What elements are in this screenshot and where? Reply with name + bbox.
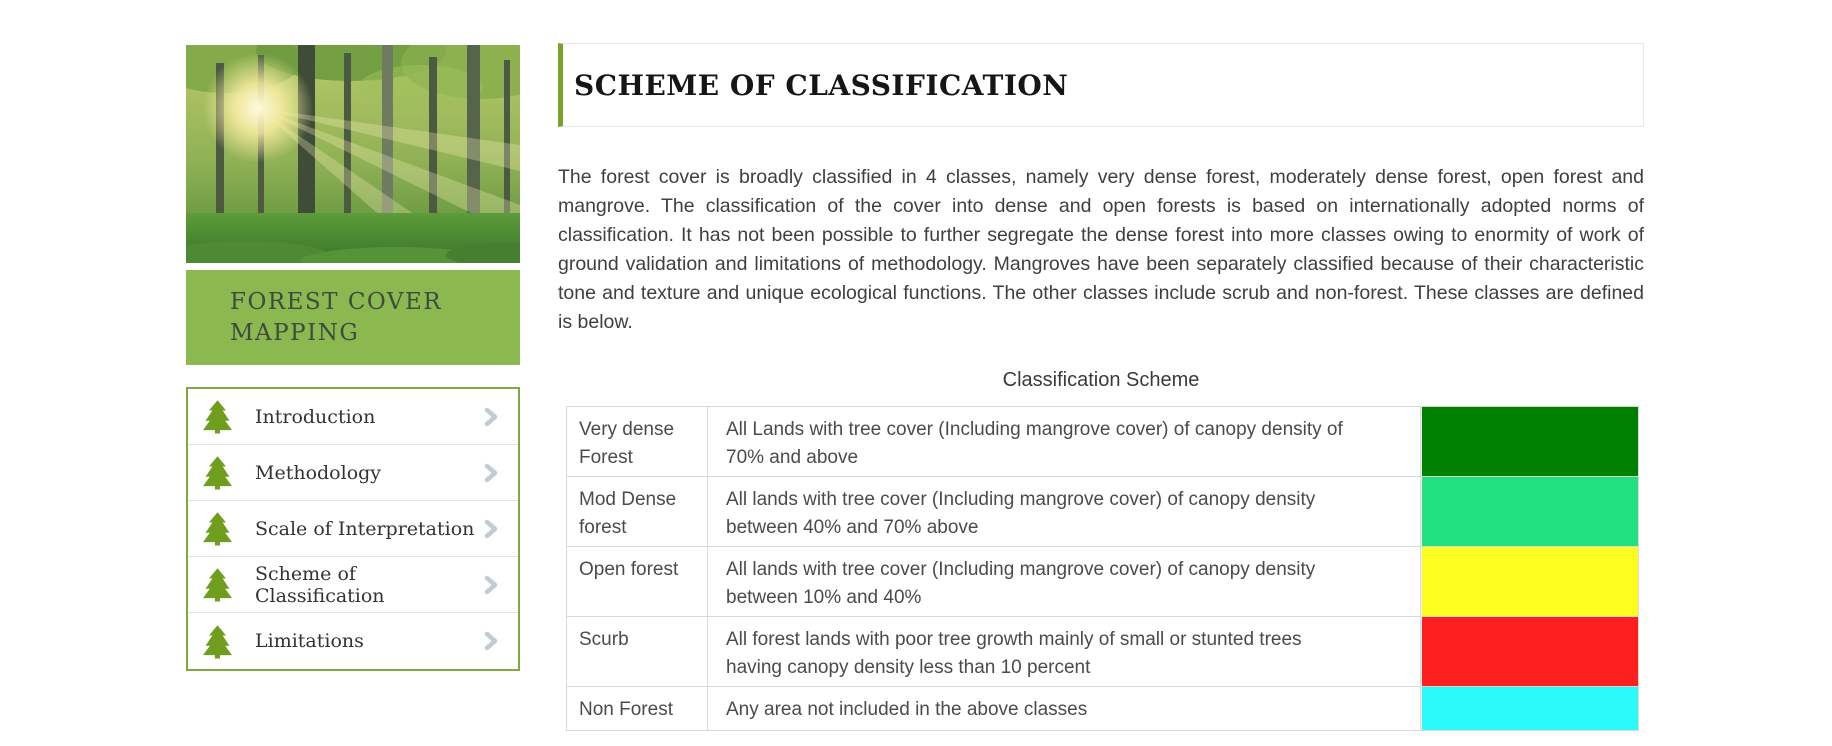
page-title: SCHEME OF CLASSIFICATION — [574, 68, 1069, 102]
forest-photo — [186, 45, 520, 263]
main-content — [558, 0, 1644, 731]
color-swatch-dark-green — [1421, 407, 1638, 476]
color-swatch-cyan — [1421, 687, 1638, 730]
page-heading-box — [558, 43, 1644, 127]
class-name-cell: Open forest — [567, 547, 708, 616]
sidebar-item-introduction[interactable] — [188, 389, 518, 445]
class-description-cell: All lands with tree cover (Including mangrove cover) of canopy density between 10% and 40% — [708, 547, 1421, 616]
class-description-cell: All lands with tree cover (Including mangrove cover) of canopy density between 40% and 70% above — [708, 477, 1421, 546]
tree-icon — [203, 624, 232, 659]
sidebar-item-scheme-of-classification[interactable] — [188, 557, 518, 613]
class-name-cell: Non Forest — [567, 687, 708, 730]
class-description-cell: All forest lands with poor tree growth mainly of small or stunted trees having canopy density less than 10 percent — [708, 617, 1421, 686]
sidebar-title-box — [186, 270, 520, 365]
color-swatch-yellow — [1421, 547, 1638, 616]
class-name-cell: Very dense Forest — [567, 407, 708, 476]
menu-item-label: Methodology — [255, 461, 382, 484]
table-row — [567, 407, 1638, 477]
sidebar-item-methodology[interactable] — [188, 445, 518, 501]
table-row — [567, 547, 1638, 617]
sidebar — [186, 45, 520, 671]
table-row — [567, 477, 1638, 547]
sidebar-title: FOREST COVER MAPPING — [230, 289, 443, 346]
menu-item-label: Scale of Interpretation — [255, 517, 475, 540]
sidebar-item-scale-of-interpretation[interactable] — [188, 501, 518, 557]
color-swatch-spring-green — [1421, 477, 1638, 546]
table-row — [567, 617, 1638, 687]
table-row — [567, 687, 1638, 730]
tree-icon — [203, 511, 232, 546]
chevron-right-icon — [484, 463, 498, 483]
tree-icon — [203, 567, 232, 602]
color-swatch-red — [1421, 617, 1638, 686]
class-name-cell: Scurb — [567, 617, 708, 686]
class-name-cell: Mod Dense forest — [567, 477, 708, 546]
chevron-right-icon — [484, 519, 498, 539]
tree-icon — [203, 455, 232, 490]
classification-table — [566, 406, 1639, 731]
chevron-right-icon — [484, 631, 498, 651]
chevron-right-icon — [484, 407, 498, 427]
intro-paragraph: The forest cover is broadly classified in 4 classes, namely very dense forest, moderately dense forest, open forest and mangrove. The classification of the cover into dense and open forests is based on internationally adopted norms of classification. It has not been possible to further segregate the dense forest into more classes owing to enormity of work of ground validation and limitations of methodology. Mangroves have been separately classified because of their characteristic tone and texture and unique ecological functions. The other classes include scrub and non-forest. These classes are defined is below. — [558, 166, 1644, 333]
tree-icon — [203, 399, 232, 434]
class-description-cell: Any area not included in the above classes — [708, 687, 1421, 730]
class-description-cell: All Lands with tree cover (Including mangrove cover) of canopy density of 70% and above — [708, 407, 1421, 476]
sidebar-item-limitations[interactable] — [188, 613, 518, 669]
table-title: Classification Scheme — [1002, 369, 1200, 391]
menu-item-label: Scheme of Classification — [255, 562, 385, 607]
chevron-right-icon — [484, 575, 498, 595]
sidebar-menu — [186, 387, 520, 671]
menu-item-label: Limitations — [255, 630, 364, 652]
menu-item-label: Introduction — [255, 405, 376, 428]
